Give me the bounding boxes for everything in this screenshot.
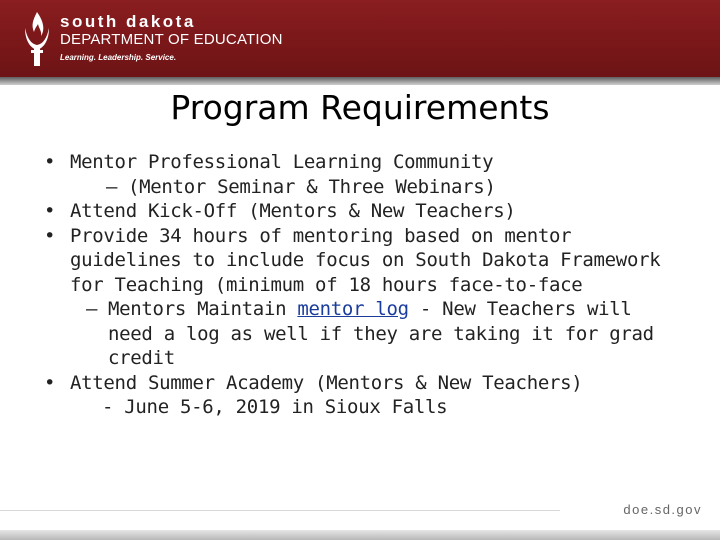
bullet-text: Attend Kick-Off (Mentors & New Teachers) — [70, 200, 516, 222]
sd-doe-logo — [22, 10, 283, 70]
sub-bullet-prefix: Mentors Maintain — [108, 298, 298, 320]
footer-bar — [0, 530, 720, 540]
sub-bullet-text: (Mentor Seminar & Three Webinars) — [128, 175, 496, 198]
logo-tagline: Learning. Leadership. Service. — [60, 53, 177, 62]
bullet-marker: • — [44, 224, 56, 247]
bullet-text: Attend Summer Academy (Mentors & New Teachers) — [70, 371, 583, 394]
requirements-list — [44, 150, 684, 420]
header-banner — [0, 0, 720, 77]
dash-marker: – — [106, 175, 118, 198]
header-divider — [0, 77, 720, 85]
bullet-marker: • — [44, 151, 56, 173]
sub-list-item — [106, 175, 684, 200]
logo-department-name: DEPARTMENT OF EDUCATION — [60, 31, 283, 48]
bullet-text: Mentor Professional Learning Community — [70, 151, 494, 173]
bullet-continuation: - June 5-6, 2019 in Sioux Falls — [102, 396, 448, 418]
dash-marker: – — [86, 298, 98, 320]
slide-title: Program Requirements — [170, 88, 550, 127]
sub-bullet-suffix: - New Teachers will need a log as well if they are taking it for grad credit — [108, 298, 654, 369]
list-item — [44, 199, 684, 224]
list-item — [44, 150, 684, 199]
bullet-text: Provide 34 hours of mentoring based on mentor guidelines to include focus on South Dakota Framework for Teaching (minimum of 18 hours face-to-face — [70, 224, 661, 296]
mentor-log-link[interactable]: mentor log — [297, 298, 409, 320]
footer-url: doe.sd.gov — [623, 502, 702, 517]
list-item — [44, 371, 684, 420]
torch-icon — [22, 10, 52, 68]
footer-divider — [0, 510, 560, 511]
bullet-marker: • — [44, 371, 56, 394]
logo-state-name: south dakota — [60, 12, 196, 31]
sub-list-item — [86, 297, 684, 371]
bullet-marker: • — [44, 200, 56, 222]
list-item — [44, 224, 684, 371]
